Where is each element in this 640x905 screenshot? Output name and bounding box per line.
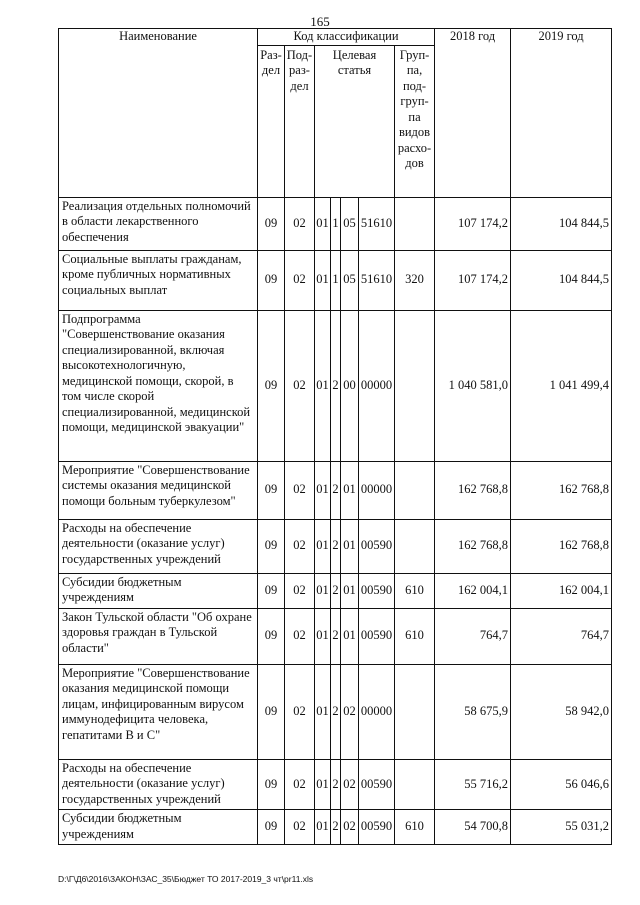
row-target-direction: 51610	[359, 250, 395, 310]
header-podrazdel-line: дел	[290, 78, 309, 93]
row-target-direction: 00000	[359, 310, 395, 461]
header-group-line: Груп-	[399, 47, 430, 62]
row-group	[395, 664, 435, 759]
row-razdel: 09	[258, 250, 285, 310]
row-podrazdel: 02	[285, 310, 315, 461]
row-razdel: 09	[258, 310, 285, 461]
budget-table	[58, 28, 612, 845]
row-target-direction: 00000	[359, 461, 395, 519]
row-razdel: 09	[258, 461, 285, 519]
row-2019: 55 031,2	[511, 810, 612, 845]
row-target-subprogram: 1	[331, 250, 341, 310]
table-row	[59, 810, 612, 845]
row-group: 320	[395, 250, 435, 310]
row-group: 610	[395, 810, 435, 845]
row-razdel: 09	[258, 759, 285, 810]
row-target-subprogram: 2	[331, 310, 341, 461]
row-target-program: 01	[315, 759, 331, 810]
row-podrazdel: 02	[285, 608, 315, 664]
row-2018: 55 716,2	[435, 759, 511, 810]
row-2019: 104 844,5	[511, 250, 612, 310]
table-row	[59, 608, 612, 664]
row-name: Мероприятие "Совершенствование системы оказания медицинской помощи больным туберкулезом"	[59, 461, 258, 519]
row-target-program: 01	[315, 608, 331, 664]
row-podrazdel: 02	[285, 461, 315, 519]
row-podrazdel: 02	[285, 759, 315, 810]
row-target-event: 00	[341, 310, 359, 461]
row-target-event: 02	[341, 664, 359, 759]
row-name: Субсидии бюджетным учреждениям	[59, 573, 258, 608]
row-2018: 162 768,8	[435, 519, 511, 573]
table-row	[59, 310, 612, 461]
page-number: 165	[310, 14, 330, 29]
row-2019: 58 942,0	[511, 664, 612, 759]
row-2018: 54 700,8	[435, 810, 511, 845]
row-razdel: 09	[258, 810, 285, 845]
row-razdel: 09	[258, 664, 285, 759]
table-row	[59, 461, 612, 519]
header-razdel-line: Раз-	[260, 47, 282, 62]
header-2018: 2018 год	[435, 29, 511, 198]
row-name: Закон Тульской области "Об охране здоровья граждан в Тульской области"	[59, 608, 258, 664]
row-group: 610	[395, 608, 435, 664]
row-target-program: 01	[315, 573, 331, 608]
table-row	[59, 573, 612, 608]
row-2019: 764,7	[511, 608, 612, 664]
row-2019: 162 768,8	[511, 461, 612, 519]
row-2018: 58 675,9	[435, 664, 511, 759]
row-target-direction: 00590	[359, 573, 395, 608]
table-row	[59, 250, 612, 310]
row-razdel: 09	[258, 519, 285, 573]
header-name: Наименование	[59, 29, 258, 198]
row-name: Расходы на обеспечение деятельности (оказание услуг) государственных учреждений	[59, 519, 258, 573]
row-group	[395, 310, 435, 461]
row-2018: 162 768,8	[435, 461, 511, 519]
row-2019: 104 844,5	[511, 197, 612, 250]
header-podrazdel	[285, 45, 315, 197]
row-2019: 1 041 499,4	[511, 310, 612, 461]
row-2019: 162 004,1	[511, 573, 612, 608]
file-path-footer: D:\Г\Д6\2016\ЗАКОН\ЗАС_35\Бюджет ТО 2017-2019_3 чт\pr11.xls	[58, 874, 314, 884]
row-target-subprogram: 2	[331, 461, 341, 519]
row-name: Расходы на обеспечение деятельности (оказание услуг) государственных учреждений	[59, 759, 258, 810]
row-target-event: 02	[341, 810, 359, 845]
row-name: Мероприятие "Совершенствование оказания медицинской помощи лицам, инфицированным вирусом иммунодефицита человека, гепатитами В и С"	[59, 664, 258, 759]
row-group	[395, 197, 435, 250]
header-target: Целевая статья	[315, 45, 395, 197]
row-podrazdel: 02	[285, 573, 315, 608]
header-group-line: груп-	[400, 94, 429, 108]
row-target-subprogram: 2	[331, 810, 341, 845]
row-name: Субсидии бюджетным учреждениям	[59, 810, 258, 845]
header-group-line: па	[408, 109, 421, 124]
row-2019: 56 046,6	[511, 759, 612, 810]
row-target-program: 01	[315, 250, 331, 310]
header-group-line: видов	[398, 125, 431, 139]
row-target-program: 01	[315, 310, 331, 461]
header-2019: 2019 год	[511, 29, 612, 198]
row-2018: 107 174,2	[435, 250, 511, 310]
row-target-event: 01	[341, 573, 359, 608]
table-row	[59, 759, 612, 810]
table-row	[59, 519, 612, 573]
row-target-program: 01	[315, 197, 331, 250]
header-group-line: дов	[405, 156, 424, 170]
row-name: Реализация отдельных полномочий в области лекарственного обеспечения	[59, 197, 258, 250]
row-name: Социальные выплаты гражданам, кроме публичных нормативных социальных выплат	[59, 250, 258, 310]
row-target-direction: 00000	[359, 664, 395, 759]
row-target-subprogram: 1	[331, 197, 341, 250]
header-razdel	[258, 45, 285, 197]
row-podrazdel: 02	[285, 197, 315, 250]
header-razdel-line: дел	[261, 63, 281, 77]
row-group	[395, 759, 435, 810]
row-razdel: 09	[258, 608, 285, 664]
header-podrazdel-line: раз-	[289, 63, 310, 77]
row-2018: 1 040 581,0	[435, 310, 511, 461]
header-podrazdel-line: Под-	[286, 47, 313, 62]
header-row-1	[59, 29, 612, 46]
row-target-direction: 00590	[359, 608, 395, 664]
row-2018: 162 004,1	[435, 573, 511, 608]
row-razdel: 09	[258, 573, 285, 608]
row-group	[395, 461, 435, 519]
header-group-line: под-	[402, 78, 427, 93]
header-group	[395, 45, 435, 197]
table-row	[59, 197, 612, 250]
row-target-subprogram: 2	[331, 759, 341, 810]
row-razdel: 09	[258, 197, 285, 250]
row-target-program: 01	[315, 461, 331, 519]
row-target-subprogram: 2	[331, 519, 341, 573]
row-target-event: 05	[341, 250, 359, 310]
row-target-subprogram: 2	[331, 573, 341, 608]
header-code-group: Код классификации	[258, 29, 435, 46]
row-podrazdel: 02	[285, 664, 315, 759]
table-row	[59, 664, 612, 759]
header-group-line: расхо-	[397, 140, 432, 155]
row-target-direction: 00590	[359, 519, 395, 573]
row-podrazdel: 02	[285, 810, 315, 845]
row-podrazdel: 02	[285, 519, 315, 573]
row-target-event: 02	[341, 759, 359, 810]
row-2019: 162 768,8	[511, 519, 612, 573]
row-group: 610	[395, 573, 435, 608]
row-group	[395, 519, 435, 573]
row-target-program: 01	[315, 519, 331, 573]
row-target-direction: 51610	[359, 197, 395, 250]
row-target-subprogram: 2	[331, 664, 341, 759]
row-2018: 764,7	[435, 608, 511, 664]
row-podrazdel: 02	[285, 250, 315, 310]
row-2018: 107 174,2	[435, 197, 511, 250]
row-target-event: 01	[341, 608, 359, 664]
row-target-event: 01	[341, 461, 359, 519]
row-target-direction: 00590	[359, 810, 395, 845]
row-target-subprogram: 2	[331, 608, 341, 664]
header-group-line: па,	[406, 63, 423, 77]
row-target-program: 01	[315, 664, 331, 759]
row-target-event: 01	[341, 519, 359, 573]
row-name: Подпрограмма "Совершенствование оказания специализированной, включая высокотехнологичную, медицинской помощи, скорой, в том числе скорой специализированной, медицинской помощи, медицинской эвакуации"	[59, 310, 258, 461]
row-target-program: 01	[315, 810, 331, 845]
row-target-event: 05	[341, 197, 359, 250]
row-target-direction: 00590	[359, 759, 395, 810]
